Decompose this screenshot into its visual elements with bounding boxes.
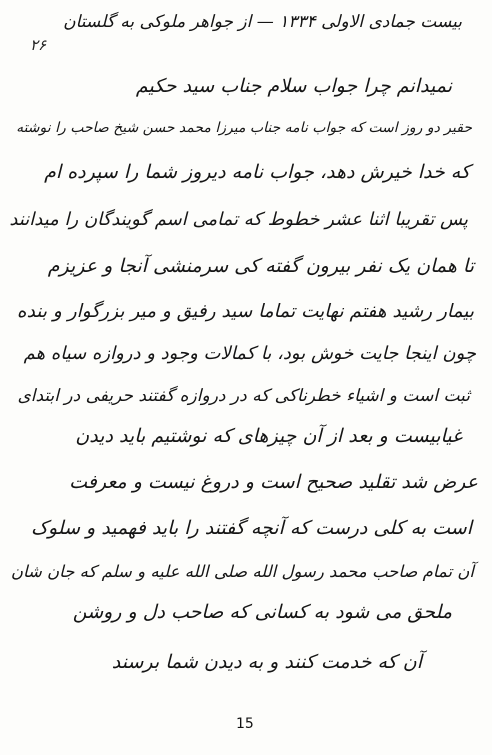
handwritten-line: حقیر دو روز است که جواب نامه جناب میرزا محمد حسن شیخ صاحب را نوشته — [16, 120, 472, 136]
handwritten-line: آن تمام صاحب محمد رسول الله صلی الله علیه و سلم که جان شان — [10, 562, 474, 581]
handwritten-line: است به کلی درست که آنچه گفتند را باید فهمید و سلوک — [30, 517, 472, 539]
handwritten-line: نمیدانم چرا جواب سلام جناب سید حکیم — [135, 75, 452, 97]
page-number: 15 — [236, 716, 254, 732]
handwritten-line: پس تقریبا اثنا عشر خطوط که تمامی اسم گویندگان را میدانند — [9, 209, 468, 230]
handwritten-line: که خدا خیرش دهد، جواب نامه دیروز شما را سپرده ام — [44, 161, 470, 183]
handwritten-line: بیمار رشید هفتم نهایت تماما سید رفیق و میر بزرگوار و بنده — [16, 301, 474, 322]
handwritten-line: ملحق می شود به کسانی که صاحب دل و روشن — [72, 601, 452, 623]
handwritten-line: ثبت است و اشیاء خطرناکی که در دروازه گفتند حریفی در ابتدای — [17, 386, 470, 406]
handwritten-line: آن که خدمت کنند و به دیدن شما برسند — [111, 651, 422, 673]
margin-note: ۲۶ — [30, 36, 47, 54]
handwritten-line: چون اینجا جایت خوش بود، با کمالات وجود و دروازه سیاه هم — [23, 343, 476, 364]
handwritten-line: عرض شد تقلید صحیح است و دروغ نیست و معرفت — [69, 471, 478, 493]
header-line: بیست جمادی الاولی ۱۳۳۴ — از جواهر ملوکی به گلستان — [63, 12, 462, 32]
handwritten-line: غیابیست و بعد از آن چیزهای که نوشتیم باید دیدن — [75, 425, 462, 447]
handwritten-line: تا همان یک نفر بیرون گفته کی سرمنشی آنجا و عزیزم — [47, 255, 474, 277]
